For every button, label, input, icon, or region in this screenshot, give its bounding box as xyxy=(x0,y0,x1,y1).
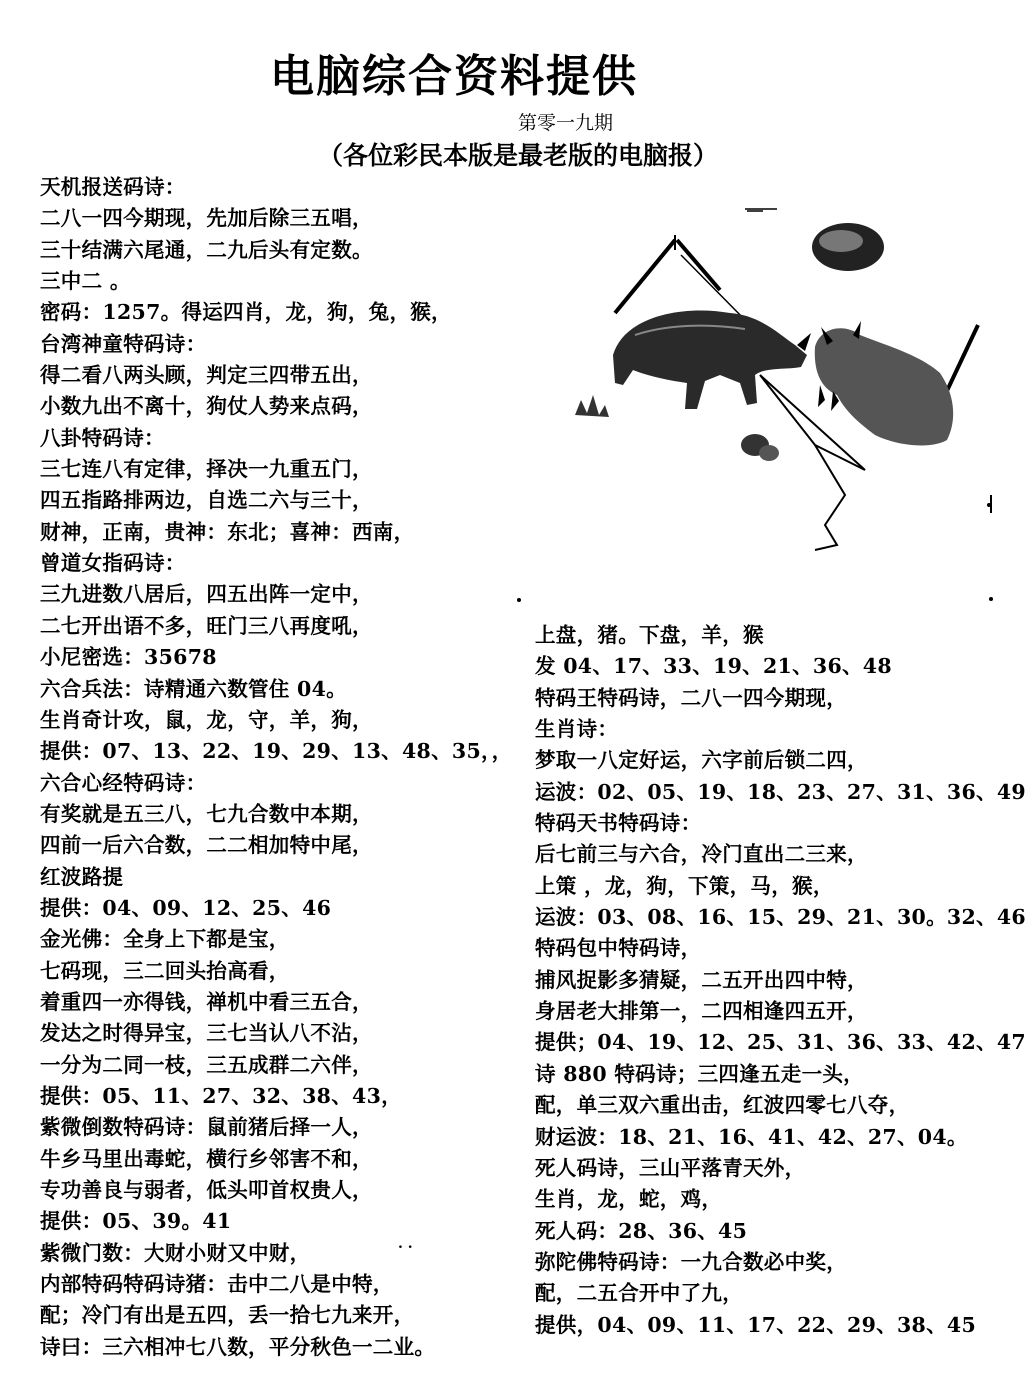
left-column-line: 四前一后六合数，二二相加特中尾， xyxy=(40,833,373,858)
pole-left xyxy=(615,240,675,313)
left-column-line: 七码现，三二回头抬高看， xyxy=(40,958,290,983)
left-column-line: 二八一四今期现，先加后除三五唱， xyxy=(40,206,373,231)
right-column-line: 死人码：28、36、45 xyxy=(535,1218,748,1243)
right-column-line: 后七前三与六合，冷门直出二三来， xyxy=(535,842,868,867)
right-column-line: 上盘，猪。下盘，羊，猴 xyxy=(535,623,764,647)
right-column-line: 提供，04、09、11、17、22、29、38、45 xyxy=(535,1312,977,1337)
right-column-line: 生肖，龙，蛇，鸡， xyxy=(535,1187,723,1212)
left-column-line: 小尼密选：35678 xyxy=(40,645,217,670)
right-column-line: 配，二五合开中了九， xyxy=(535,1281,743,1306)
right-column-line: 上策 ，龙，狗，下策，马，猴， xyxy=(535,873,834,898)
left-column-line: 三中二 。 xyxy=(40,269,131,294)
right-column-line: 财运波：18、21、16、41、42、27、04。 xyxy=(535,1124,968,1149)
issue-number: 第零一九期 xyxy=(518,112,614,134)
left-column-line: 三七连八有定律，择决一九重五门， xyxy=(40,457,373,482)
right-column-line: 特码天书特码诗： xyxy=(535,811,702,836)
left-column-line: 牛乡马里出毒蛇，横行乡邻害不和， xyxy=(40,1146,373,1171)
right-column-line: 捕风捉影多猜疑，二五开出四中特， xyxy=(535,967,868,992)
left-column-line: 财神，正南，贵神：东北；喜神：西南， xyxy=(40,519,415,544)
left-column xyxy=(40,172,520,1363)
page-subtitle: （各位彩民本版是最老版的电脑报） xyxy=(318,141,719,170)
left-column-line: 天机报送码诗： xyxy=(40,175,186,199)
bush xyxy=(575,395,609,417)
left-column-line: 三九进数八居后，四五出阵一定中， xyxy=(40,582,373,607)
right-column-line: 发 04、17、33、19、21、36、48 xyxy=(535,654,892,679)
right-column-line: 身居老大排第一，二四相逢四五开， xyxy=(535,999,868,1024)
left-column-line: 八卦特码诗： xyxy=(40,425,165,450)
left-column-line: 六合兵法：诗精通六数管住 04。 xyxy=(40,676,347,701)
right-column-line: 生肖诗： xyxy=(535,717,619,742)
left-column-line: 三十结满六尾通，二九后头有定数。 xyxy=(40,237,373,262)
left-column-line: 金光佛：全身上下都是宝， xyxy=(40,927,290,952)
left-column-line: 配；冷门有出是五四，丢一拾七九来开， xyxy=(40,1303,415,1328)
right-column-line: 提供；04、19、12、25、31、36、33、42、47 xyxy=(535,1030,1026,1055)
right-column-line: 死人码诗，三山平落青天外， xyxy=(535,1155,806,1180)
left-column-line: 提供：05、39。41 xyxy=(40,1209,232,1234)
page-title: 电脑综合资料提供 xyxy=(270,51,638,102)
pole-right xyxy=(945,325,978,395)
rhino-bull-illustration xyxy=(515,195,1015,605)
left-column-line: 紫微门数：大财小财又中财， xyxy=(40,1240,311,1265)
left-column-line: 小数九出不离十，狗仗人势来点码， xyxy=(40,394,373,419)
left-column-line: 提供：07、13、22、19、29、13、48、35，， xyxy=(40,739,513,764)
left-column-line: 发达之时得异宝，三七当认八不沾， xyxy=(40,1021,373,1046)
left-column-line: 一分为二同一枝，三五成群二六伴， xyxy=(40,1052,373,1077)
left-column-line: 生肖奇计攻，鼠，龙，守，羊，狗， xyxy=(40,707,373,732)
right-column-line: 弥陀佛特码诗：一九合数必中奖， xyxy=(535,1249,847,1274)
stray-marks: . . xyxy=(398,1236,413,1252)
left-column-line: 内部特码特码诗猪：击中二八是中特， xyxy=(40,1272,394,1297)
right-column xyxy=(535,620,1026,1341)
left-column-line: 着重四一亦得钱，禅机中看三五合， xyxy=(40,989,373,1014)
left-column-line: 得二看八两头顾，判定三四带五出， xyxy=(40,363,373,388)
left-column-line: 专功善良与弱者，低头叩首权贵人， xyxy=(40,1178,373,1202)
left-column-line: 红波路提 xyxy=(40,864,124,889)
left-column-line: 六合心经特码诗： xyxy=(40,770,207,795)
left-column-line: 有奖就是五三八，七九合数中本期， xyxy=(40,801,373,826)
left-column-line: 提供：04、09、12、25、46 xyxy=(40,895,332,920)
right-column-line: 诗 880 特码诗；三四逢五走一头， xyxy=(535,1061,864,1086)
left-column-line: 密码：1257。得运四肖，龙，狗，兔，猴， xyxy=(40,300,452,325)
right-column-line: 运波：02、05、19、18、23、27、31、36、49 xyxy=(535,779,1026,804)
left-column-line: 诗曰：三六相冲七八数，平分秋色一二业。 xyxy=(40,1334,436,1359)
left-column-line: 四五指路排两边，自选二六与三十， xyxy=(40,488,373,513)
right-column-line: 特码王特码诗，二八一四今期现， xyxy=(535,685,847,710)
left-column-line: 紫微倒数特码诗：鼠前猪后择一人， xyxy=(40,1115,373,1140)
right-column-line: 运波：03、08、16、15、29、21、30。32、46 xyxy=(535,905,1026,930)
left-column-line: 曾道女指码诗： xyxy=(40,551,186,576)
right-column-line: 特码包中特码诗， xyxy=(535,936,702,961)
left-column-line: 二七开出语不多，旺门三八再度吼， xyxy=(40,613,373,638)
bull xyxy=(815,328,953,445)
right-column-line: 配，单三双六重出击，红波四零七八夺， xyxy=(535,1093,910,1118)
right-column-line: 梦取一八定好运，六字前后锁二四， xyxy=(535,748,868,773)
left-column-line: 台湾神童特码诗： xyxy=(40,331,207,356)
left-column-line: 提供：05、11、27、32、38、43， xyxy=(40,1083,402,1108)
